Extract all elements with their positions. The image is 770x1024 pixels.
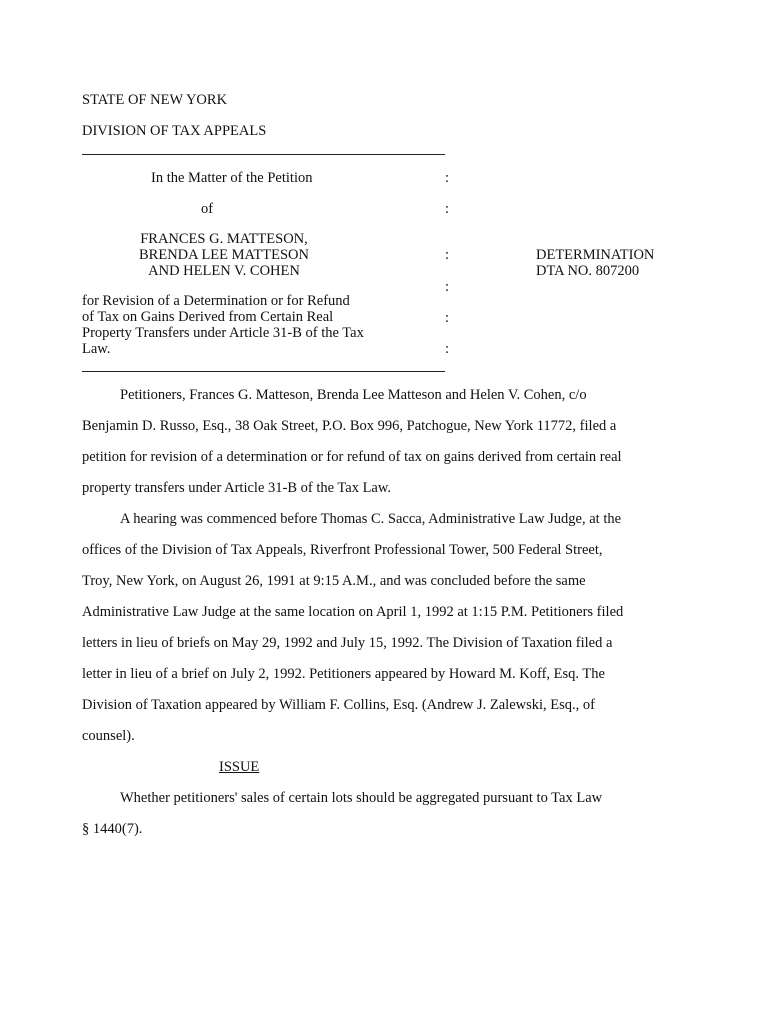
caption-colon: : (445, 279, 450, 295)
petitioner-name: BRENDA LEE MATTESON (139, 247, 309, 263)
caption-colon: : (445, 247, 450, 263)
petitioner-name: AND HELEN V. COHEN (148, 263, 300, 279)
paragraph-line: Division of Taxation appeared by William F. Collins, Esq. (Andrew J. Zalewski, Esq., of (82, 697, 595, 713)
petitioner-name: FRANCES G. MATTESON, (140, 231, 308, 247)
determination-block (536, 247, 654, 279)
caption-purpose-line: of Tax on Gains Derived from Certain Real (82, 309, 334, 325)
division-heading: DIVISION OF TAX APPEALS (82, 123, 267, 139)
caption-matter: In the Matter of the Petition (151, 170, 313, 186)
caption-petitioners (132, 231, 316, 279)
caption-purpose-line: Law. (82, 341, 111, 357)
paragraph-line: petition for revision of a determination or for refund of tax on gains derived from certain real (82, 449, 622, 465)
caption-purpose (82, 293, 364, 357)
paragraph-line: counsel). (82, 728, 135, 744)
caption-colon: : (445, 170, 450, 186)
caption-purpose-line: Property Transfers under Article 31-B of the Tax (82, 325, 364, 341)
paragraph-line: Troy, New York, on August 26, 1991 at 9:15 A.M., and was concluded before the same (82, 573, 586, 589)
caption-colon: : (445, 201, 450, 217)
paragraph-line: § 1440(7). (82, 821, 143, 837)
paragraph-line: Administrative Law Judge at the same location on April 1, 1992 at 1:15 P.M. Petitioners filed (82, 604, 624, 620)
determination-number: DTA NO. 807200 (536, 263, 640, 279)
paragraph-issue (82, 783, 662, 845)
paragraph-line: letters in lieu of briefs on May 29, 1992 and July 15, 1992. The Division of Taxation filed a (82, 635, 613, 651)
paragraph-line: offices of the Division of Tax Appeals, Riverfront Professional Tower, 500 Federal Street, (82, 542, 603, 558)
caption-bottom-rule (82, 371, 445, 372)
paragraph-line: Benjamin D. Russo, Esq., 38 Oak Street, P.O. Box 996, Patchogue, New York 11772, filed a (82, 418, 617, 434)
issue-heading: ISSUE (219, 759, 260, 775)
determination-label: DETERMINATION (536, 247, 655, 263)
caption-colon: : (445, 310, 450, 326)
caption-top-rule (82, 154, 445, 155)
paragraph-line: A hearing was commenced before Thomas C. Sacca, Administrative Law Judge, at the (120, 511, 622, 527)
state-heading: STATE OF NEW YORK (82, 92, 228, 108)
paragraph-line: letter in lieu of a brief on July 2, 1992. Petitioners appeared by Howard M. Koff, Esq. The (82, 666, 605, 682)
paragraph-line: Whether petitioners' sales of certain lots should be aggregated pursuant to Tax Law (120, 790, 603, 806)
paragraph-hearing (82, 504, 662, 752)
caption-purpose-line: for Revision of a Determination or for Refund (82, 293, 350, 309)
caption-colon: : (445, 341, 450, 357)
caption-of: of (201, 201, 214, 217)
paragraph-line: property transfers under Article 31-B of the Tax Law. (82, 480, 392, 496)
paragraph-petitioners (82, 380, 662, 504)
paragraph-line: Petitioners, Frances G. Matteson, Brenda Lee Matteson and Helen V. Cohen, c/o (120, 387, 587, 403)
